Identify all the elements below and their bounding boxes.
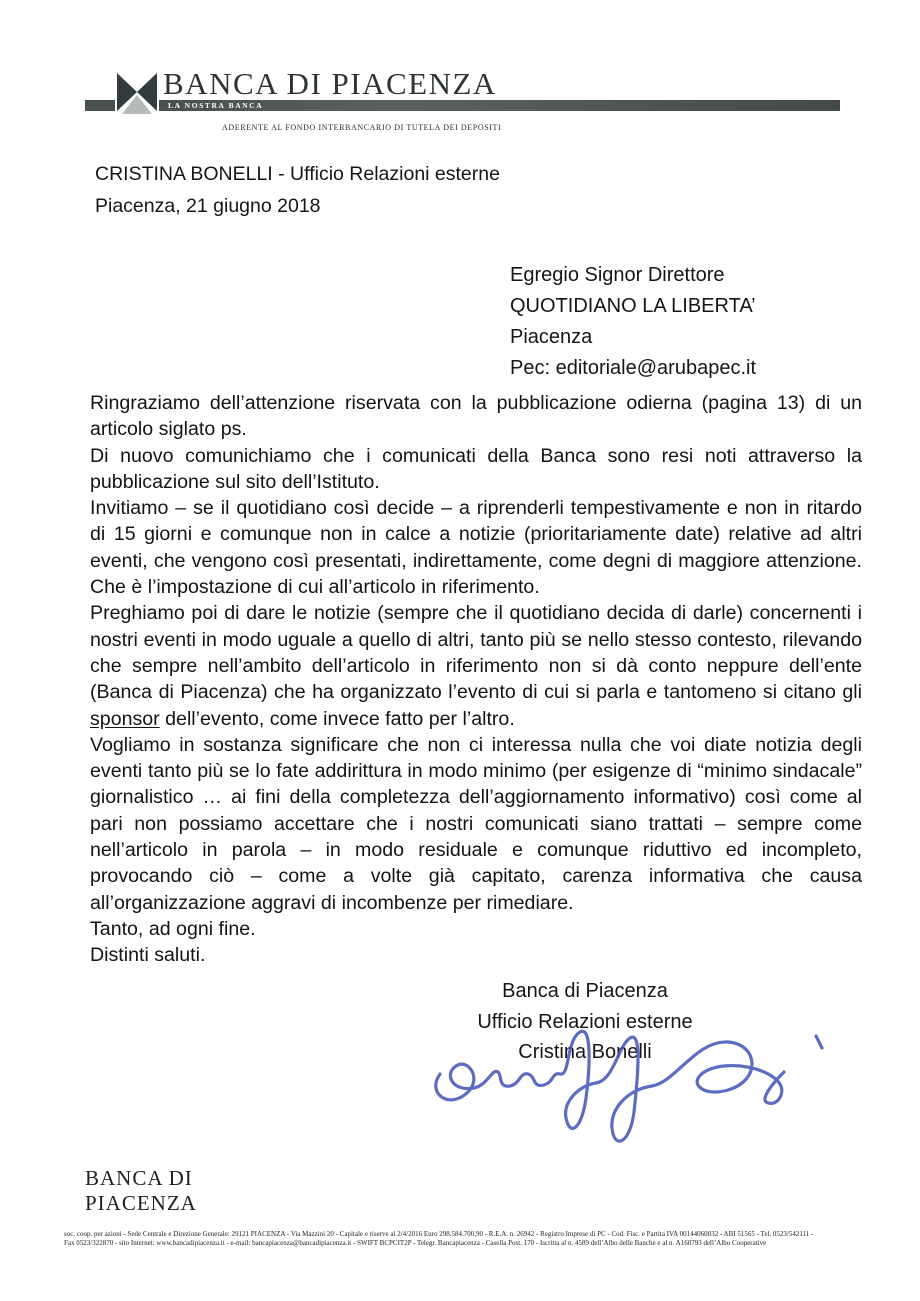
signoff-name: Cristina Bonelli [518,1041,652,1063]
paragraph-4-text: dell’evento, come invece fatto per l’altro. [159,707,515,730]
paragraph-3: Invitiamo – se il quotidiano così decide – a riprenderli tempestivamente e non in ritardo di 15 giorni e comunque non in calce a notizie (prioritariamente date) relative ad altri eventi, che vengono così presentati, indirettamente, come degni di maggiore attenzione. Che è l’impostazione di cui all’articolo in riferimento. [90,497,862,599]
paragraph-4 [90,600,862,731]
bank-logo-icon [114,72,160,116]
sender-line: CRISTINA BONELLI - Ufficio Relazioni esterne [95,163,500,185]
recipient-line: Piacenza [510,326,593,348]
paragraph-5: Vogliamo in sostanza significare che non ci interessa nulla che voi diate notizia degli eventi tanto più se lo fate addirittura in modo minimo (per esigenze di “minimo sindacale” giornalistico … ai fini della completezza dell’aggiornamento informativo) così come al pari non possiamo accettare che i nostri comunicati siano trattati – sempre come nell’articolo in parola – in modo residuale e comunque riduttivo ed incompleto, provocando ciò – come a volte già capitato, carenza informativa che causa all’organizzazione aggravi di incombenze per rimediare. [90,733,862,914]
letterhead-bar-left [85,100,115,111]
paragraph-2: Di nuovo comunichiamo che i comunicati della Banca sono resi noti attraverso la pubblicazione sul sito dell’Istituto. [90,444,862,493]
legal-line: soc. coop. per azioni - Sede Centrale e Direzione Generale: 29121 PIACENZA - Via Mazzini 20 - Capitale e riserve al 2/4/2016 Euro 298.584.700,90 - R.E.A. n. 26942 - Registro Imprese di PC - Cod. Fisc. e Partita IVA 00144060032 - ABI 51565 - Tel. 0523/542111 - [64,1230,814,1238]
closing-line: Tanto, ad ogni fine. [90,917,256,940]
recipient-block [510,260,756,384]
sender-block [95,158,500,222]
letter-date: Piacenza, 21 giugno 2018 [95,195,321,217]
legal-line: Fax 0523/322870 - sito Internet: www.bancadipiacenza.it - e-mail: bancapiacenza@bancadipiacenza.it - SWIFT BCPCIT2P - Telegr. Bancapiacenza - Casella Post. 170 - Iscritta al n. 4589 dell’Albo delle Banche e al n. A160793 dell’Albo Cooperative [64,1239,767,1247]
closing-line: Distinti saluti. [90,944,206,967]
paragraph-1: Ringraziamo dell’attenzione riservata con la pubblicazione odierna (pagina 13) di un articolo siglato ps. [90,392,862,441]
footer-bank-name [85,1166,197,1216]
bank-name: BANCA DI PIACENZA [163,66,497,101]
footer-bank-line: BANCA DI [85,1166,193,1190]
footer-bank-line: PIACENZA [85,1191,197,1215]
footer-legal [64,1230,813,1248]
signoff-org: Banca di Piacenza [502,980,668,1002]
paragraph-4-text: Preghiamo poi di dare le notizie (sempre che il quotidiano decida di darle) concernenti i nostri eventi in modo uguale a quello di altri, tanto più se nello stesso contesto, rilevando che sempre nell’ambito dell’articolo in riferimento non si dà conto neppure dell’ente (Banca di Piacenza) che ha organizzato l’evento di cui si parla e tantomeno si citano gli [90,602,862,704]
membership-line: ADERENTE AL FONDO INTERBANCARIO DI TUTELA DEI DEPOSITI [222,123,502,132]
letter-body [90,390,862,969]
underlined-word: sponsor [90,707,160,730]
signoff-office: Ufficio Relazioni esterne [477,1010,693,1033]
recipient-line: QUOTIDIANO LA LIBERTA’ [510,295,756,317]
bank-tagline: LA NOSTRA BANCA [168,101,264,110]
recipient-line: Pec: editoriale@arubapec.it [510,357,756,379]
recipient-line: Egregio Signor Direttore [510,264,725,286]
signature-ink [428,1016,833,1151]
